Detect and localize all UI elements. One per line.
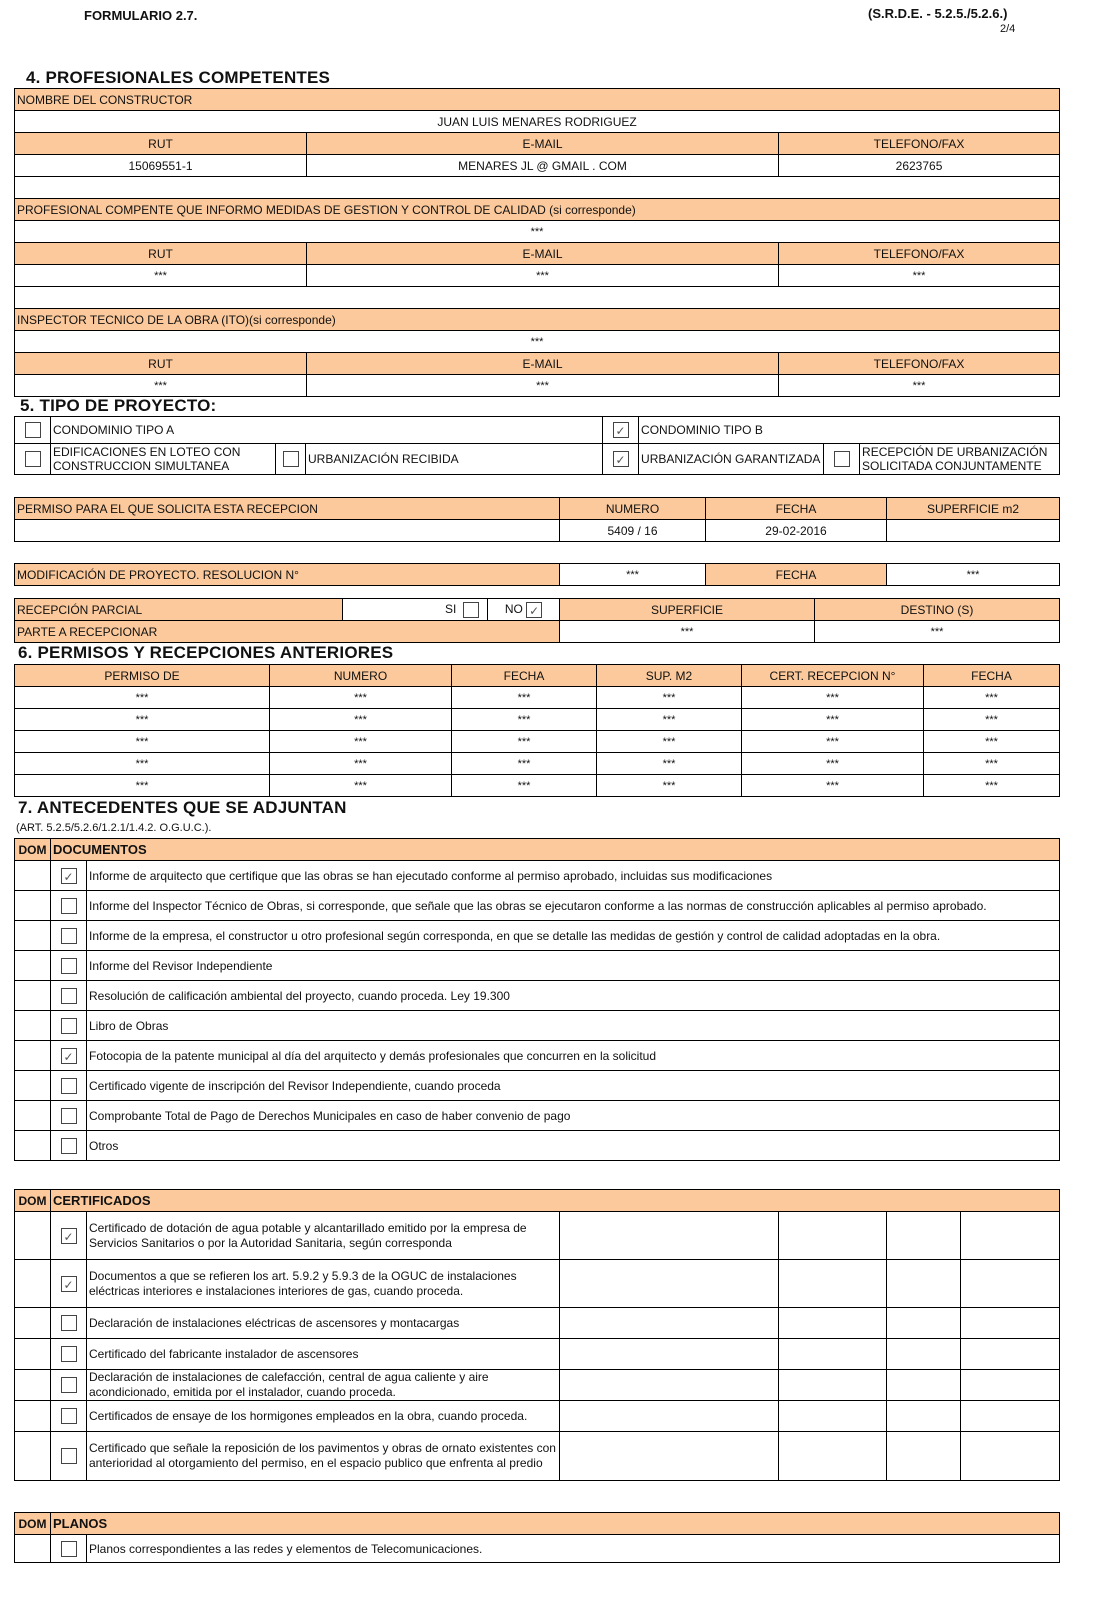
checkbox-box: [61, 1108, 77, 1124]
modificacion-value[interactable]: ***: [560, 564, 706, 586]
cert-field[interactable]: [560, 1432, 779, 1481]
modificacion-label: MODIFICACIÓN DE PROYECTO. RESOLUCION N°: [15, 564, 560, 586]
modificacion-fecha[interactable]: ***: [887, 564, 1060, 586]
fecha-header: FECHA: [706, 498, 887, 520]
col-permiso-de: PERMISO DE: [15, 665, 270, 687]
dom-cell[interactable]: [15, 1370, 51, 1401]
form-title: FORMULARIO 2.7.: [84, 8, 198, 23]
si-option[interactable]: [343, 599, 488, 621]
doc-checkbox[interactable]: [51, 1071, 87, 1101]
section-4-title: 4. PROFESIONALES COMPETENTES: [26, 68, 331, 87]
table-row: [15, 753, 1060, 775]
cert-label: Certificado de dotación de agua potable y alcantarillado emitido por la empresa de Servicios Sanitarios o por la Autoridad Sanitaria, según corresponda: [87, 1212, 560, 1260]
dom-header: DOM: [15, 1513, 51, 1535]
dom-cell[interactable]: [15, 1011, 51, 1041]
cell[interactable]: ***: [452, 731, 597, 753]
urb-garantizada-label: URBANIZACIÓN GARANTIZADA: [639, 444, 824, 475]
col-numero: NUMERO: [270, 665, 452, 687]
parcial-label: RECEPCIÓN PARCIAL: [15, 599, 343, 621]
cell[interactable]: ***: [270, 731, 452, 753]
cell[interactable]: ***: [15, 709, 270, 731]
plano-label: Planos correspondientes a las redes y elementos de Telecomunicaciones.: [87, 1535, 1060, 1563]
email-header: E-MAIL: [307, 353, 779, 375]
permiso-value[interactable]: [15, 520, 560, 542]
spacer-row: [15, 287, 1060, 309]
doc-checkbox[interactable]: [51, 1011, 87, 1041]
condominio-a-label: CONDOMINIO TIPO A: [51, 417, 603, 444]
cell[interactable]: ***: [742, 687, 924, 709]
checkbox-box: [61, 928, 77, 944]
checkbox-box: [61, 1448, 77, 1464]
check-icon: ✓: [61, 1228, 77, 1244]
cell[interactable]: ***: [270, 709, 452, 731]
cell[interactable]: ***: [597, 709, 742, 731]
col-fecha-2: FECHA: [924, 665, 1060, 687]
checkbox-box: [61, 958, 77, 974]
recepcion-urb-label: RECEPCIÓN DE URBANIZACIÓN SOLICITADA CONJUNTAMENTE: [860, 444, 1060, 475]
cert-field[interactable]: [779, 1432, 887, 1481]
doc-label: Informe del Inspector Técnico de Obras, si corresponde, que señale que las obras se ejecutaron conforme a las normas de construcción aplicables al permiso aprobado.: [87, 891, 1060, 921]
section-7-title: 7. ANTECEDENTES QUE SE ADJUNTAN: [18, 798, 347, 817]
cert-checkbox[interactable]: [51, 1212, 87, 1260]
doc-label: Fotocopia de la patente municipal al día del arquitecto y demás profesionales que concurren en la solicitud: [87, 1041, 1060, 1071]
check-icon: ✓: [61, 868, 77, 884]
checkbox-box: [61, 1315, 77, 1331]
prof-rut[interactable]: ***: [15, 265, 307, 287]
modificacion-fecha-header: FECHA: [706, 564, 887, 586]
cell[interactable]: ***: [452, 687, 597, 709]
no-option[interactable]: [488, 599, 560, 621]
cell[interactable]: ***: [15, 731, 270, 753]
cert-checkbox[interactable]: [51, 1260, 87, 1308]
dom-header: DOM: [15, 1190, 51, 1212]
cert-label: Documentos a que se refieren los art. 5.9.2 y 5.9.3 de la OGUC de instalaciones eléctricas interiores e instalaciones interiores de gas, cuando proceda.: [87, 1260, 560, 1308]
certificados-header: CERTIFICADOS: [51, 1190, 1060, 1212]
art-reference: (ART. 5.2.5/5.2.6/1.2.1/1.4.2. O.G.U.C.).: [16, 822, 212, 834]
cert-field[interactable]: [887, 1308, 961, 1339]
cert-field[interactable]: [961, 1432, 1060, 1481]
plano-checkbox[interactable]: [51, 1535, 87, 1563]
dom-cell[interactable]: [15, 1339, 51, 1370]
cert-label: Certificados de ensaye de los hormigones empleados en la obra, cuando proceda.: [87, 1401, 560, 1432]
cert-field[interactable]: [887, 1432, 961, 1481]
si-checkbox[interactable]: [463, 602, 479, 618]
prof-name[interactable]: ***: [15, 221, 1060, 243]
cell[interactable]: ***: [452, 709, 597, 731]
cell[interactable]: ***: [270, 753, 452, 775]
cert-checkbox[interactable]: [51, 1339, 87, 1370]
cell[interactable]: ***: [597, 775, 742, 797]
form-code: (S.R.D.E. - 5.2.5./5.2.6.): [868, 6, 1008, 21]
doc-checkbox[interactable]: [51, 891, 87, 921]
numero-header: NUMERO: [560, 498, 706, 520]
cert-field[interactable]: [961, 1212, 1060, 1260]
ito-tel[interactable]: ***: [779, 375, 1060, 397]
cert-field[interactable]: [560, 1260, 779, 1308]
check-icon: ✓: [613, 422, 629, 438]
urb-recibida-checkbox[interactable]: [276, 444, 306, 475]
dom-cell[interactable]: [15, 1071, 51, 1101]
dom-cell[interactable]: [15, 981, 51, 1011]
section-5-title: 5. TIPO DE PROYECTO:: [20, 396, 217, 415]
col-sup: SUP. M2: [597, 665, 742, 687]
table-row: [15, 775, 1060, 797]
cell[interactable]: ***: [597, 753, 742, 775]
doc-checkbox[interactable]: [51, 1131, 87, 1161]
cell[interactable]: ***: [452, 753, 597, 775]
cert-field[interactable]: [560, 1370, 779, 1401]
no-label: NO: [504, 601, 523, 616]
checkbox-box: [25, 451, 41, 467]
superficie-header: SUPERFICIE m2: [887, 498, 1060, 520]
table-row: [15, 709, 1060, 731]
check-icon: ✓: [61, 1048, 77, 1064]
condominio-b-checkbox[interactable]: [603, 417, 639, 444]
prof-label: PROFESIONAL COMPENTE QUE INFORMO MEDIDAS DE GESTION Y CONTROL DE CALIDAD (si corresponde): [15, 199, 1060, 221]
constructor-label: NOMBRE DEL CONSTRUCTOR: [15, 89, 1060, 111]
section-6-title: 6. PERMISOS Y RECEPCIONES ANTERIORES: [18, 643, 394, 662]
checkbox-box: [61, 1018, 77, 1034]
planos-header: PLANOS: [51, 1513, 1060, 1535]
checkbox-box: [61, 898, 77, 914]
permiso-label: PERMISO PARA EL QUE SOLICITA ESTA RECEPCION: [15, 498, 560, 520]
anteriores-table: [14, 664, 1060, 797]
cert-field[interactable]: [560, 1212, 779, 1260]
dom-cell[interactable]: [15, 921, 51, 951]
parcial-superficie[interactable]: ***: [560, 621, 815, 643]
permiso-numero[interactable]: 5409 / 16: [560, 520, 706, 542]
prof-email[interactable]: ***: [307, 265, 779, 287]
documentos-header: DOCUMENTOS: [51, 839, 1060, 861]
rut-header: RUT: [15, 133, 307, 155]
checkbox-box: [61, 1138, 77, 1154]
cell[interactable]: ***: [15, 775, 270, 797]
cert-field[interactable]: [779, 1370, 887, 1401]
permiso-table: [14, 497, 1060, 542]
cell[interactable]: ***: [924, 687, 1060, 709]
parcial-table: [14, 598, 1060, 643]
project-type-table: [14, 416, 1060, 475]
spacer-row: [15, 177, 1060, 199]
cell[interactable]: ***: [742, 731, 924, 753]
cert-field[interactable]: [887, 1212, 961, 1260]
dom-cell[interactable]: [15, 951, 51, 981]
doc-label: Libro de Obras: [87, 1011, 1060, 1041]
cert-field[interactable]: [560, 1401, 779, 1432]
cell[interactable]: ***: [742, 753, 924, 775]
cell[interactable]: ***: [15, 753, 270, 775]
dom-cell[interactable]: [15, 1260, 51, 1308]
email-header: E-MAIL: [307, 133, 779, 155]
checkbox-box: [834, 451, 850, 467]
cell[interactable]: ***: [924, 731, 1060, 753]
table-row: [15, 687, 1060, 709]
doc-label: Informe del Revisor Independiente: [87, 951, 1060, 981]
dom-cell[interactable]: [15, 1101, 51, 1131]
col-cert: CERT. RECEPCION N°: [742, 665, 924, 687]
cert-checkbox[interactable]: [51, 1401, 87, 1432]
no-checkbox-checked[interactable]: ✓: [526, 602, 542, 618]
dom-cell[interactable]: [15, 1212, 51, 1260]
edificaciones-checkbox[interactable]: [15, 444, 51, 475]
cell[interactable]: ***: [924, 753, 1060, 775]
constructor-rut[interactable]: 15069551-1: [15, 155, 307, 177]
doc-checkbox[interactable]: [51, 861, 87, 891]
urb-garantizada-checkbox[interactable]: [603, 444, 639, 475]
cert-checkbox[interactable]: [51, 1432, 87, 1481]
checkbox-box: [61, 1078, 77, 1094]
modificacion-table: [14, 563, 1060, 586]
cert-field[interactable]: [779, 1339, 887, 1370]
cell[interactable]: ***: [452, 775, 597, 797]
cert-checkbox[interactable]: [51, 1308, 87, 1339]
ito-label: INSPECTOR TECNICO DE LA OBRA (ITO)(si corresponde): [15, 309, 1060, 331]
cert-label: Certificado del fabricante instalador de ascensores: [87, 1339, 560, 1370]
dom-cell[interactable]: [15, 1308, 51, 1339]
cert-field[interactable]: [560, 1339, 779, 1370]
cert-field[interactable]: [887, 1401, 961, 1432]
superficie-header: SUPERFICIE: [560, 599, 815, 621]
cert-label: Declaración de instalaciones eléctricas de ascensores y montacargas: [87, 1308, 560, 1339]
dom-header: DOM: [15, 839, 51, 861]
edificaciones-label: EDIFICACIONES EN LOTEO CON CONSTRUCCION SIMULTANEA: [51, 444, 276, 475]
documentos-table: [14, 838, 1060, 1161]
cell[interactable]: ***: [597, 687, 742, 709]
check-icon: ✓: [61, 1276, 77, 1292]
cert-label: Certificado que señale la reposición de los pavimentos y obras de ornato existentes con anterioridad al otorgamiento del permiso, en el espacio publico que enfrenta al predio: [87, 1432, 560, 1481]
checkbox-box: [61, 988, 77, 1004]
cell[interactable]: ***: [270, 687, 452, 709]
permiso-fecha[interactable]: 29-02-2016: [706, 520, 887, 542]
doc-label: Resolución de calificación ambiental del proyecto, cuando proceda. Ley 19.300: [87, 981, 1060, 1011]
page-number: 2/4: [1000, 23, 1016, 35]
cert-field[interactable]: [779, 1401, 887, 1432]
cell[interactable]: ***: [924, 775, 1060, 797]
cert-field[interactable]: [961, 1308, 1060, 1339]
dom-cell[interactable]: [15, 861, 51, 891]
parte-label: PARTE A RECEPCIONAR: [15, 621, 560, 643]
cert-checkbox[interactable]: [51, 1370, 87, 1401]
constructor-table: [14, 88, 1060, 397]
cell[interactable]: ***: [742, 775, 924, 797]
cell[interactable]: ***: [924, 709, 1060, 731]
planos-table: [14, 1512, 1060, 1563]
doc-label: Otros: [87, 1131, 1060, 1161]
ito-rut[interactable]: ***: [15, 375, 307, 397]
dom-cell[interactable]: [15, 891, 51, 921]
checkbox-box: [61, 1408, 77, 1424]
cert-field[interactable]: [779, 1260, 887, 1308]
parcial-destino[interactable]: ***: [815, 621, 1060, 643]
rut-header: RUT: [15, 243, 307, 265]
cert-field[interactable]: [961, 1370, 1060, 1401]
tel-header: TELEFONO/FAX: [779, 353, 1060, 375]
cert-field[interactable]: [887, 1260, 961, 1308]
checkbox-box: [61, 1377, 77, 1393]
cert-field[interactable]: [560, 1308, 779, 1339]
tel-header: TELEFONO/FAX: [779, 133, 1060, 155]
cell[interactable]: ***: [597, 731, 742, 753]
permiso-superficie[interactable]: [887, 520, 1060, 542]
table-row: [15, 731, 1060, 753]
constructor-name[interactable]: JUAN LUIS MENARES RODRIGUEZ: [15, 111, 1060, 133]
condominio-a-checkbox[interactable]: [15, 417, 51, 444]
checkbox-box: [61, 1541, 77, 1557]
ito-email[interactable]: ***: [307, 375, 779, 397]
doc-checkbox[interactable]: [51, 1101, 87, 1131]
dom-cell[interactable]: [15, 1535, 51, 1563]
checkbox-box: [283, 451, 299, 467]
dom-cell[interactable]: [15, 1131, 51, 1161]
checkbox-box: [61, 1346, 77, 1362]
doc-label: Informe de la empresa, el constructor u otro profesional según corresponda, en que se detalle las medidas de gestión y control de calidad adoptadas en la obra.: [87, 921, 1060, 951]
recepcion-urb-checkbox[interactable]: [824, 444, 860, 475]
cell[interactable]: ***: [15, 687, 270, 709]
tel-header: TELEFONO/FAX: [779, 243, 1060, 265]
dom-cell[interactable]: [15, 1432, 51, 1481]
col-fecha: FECHA: [452, 665, 597, 687]
email-header: E-MAIL: [307, 243, 779, 265]
constructor-tel[interactable]: 2623765: [779, 155, 1060, 177]
doc-checkbox[interactable]: [51, 951, 87, 981]
constructor-email[interactable]: MENARES JL @ GMAIL . COM: [307, 155, 779, 177]
doc-label: Informe de arquitecto que certifique que las obras se han ejecutado conforme al permiso aprobado, incluidas sus modificaciones: [87, 861, 1060, 891]
cell[interactable]: ***: [742, 709, 924, 731]
urb-recibida-label: URBANIZACIÓN RECIBIDA: [306, 444, 603, 475]
prof-tel[interactable]: ***: [779, 265, 1060, 287]
si-label: SI: [444, 601, 457, 616]
cert-field[interactable]: [961, 1260, 1060, 1308]
rut-header: RUT: [15, 353, 307, 375]
ito-name[interactable]: ***: [15, 331, 1060, 353]
doc-label: Certificado vigente de inscripción del Revisor Independiente, cuando proceda: [87, 1071, 1060, 1101]
condominio-b-label: CONDOMINIO TIPO B: [639, 417, 1060, 444]
cell[interactable]: ***: [270, 775, 452, 797]
cert-field[interactable]: [887, 1339, 961, 1370]
cert-field[interactable]: [779, 1212, 887, 1260]
doc-checkbox[interactable]: [51, 981, 87, 1011]
cert-field[interactable]: [887, 1370, 961, 1401]
doc-label: Comprobante Total de Pago de Derechos Municipales en caso de haber convenio de pago: [87, 1101, 1060, 1131]
dom-cell[interactable]: [15, 1041, 51, 1071]
destino-header: DESTINO (S): [815, 599, 1060, 621]
check-icon: ✓: [613, 451, 629, 467]
cert-field[interactable]: [961, 1339, 1060, 1370]
dom-cell[interactable]: [15, 1401, 51, 1432]
doc-checkbox[interactable]: [51, 921, 87, 951]
certificados-table: [14, 1189, 1060, 1481]
cert-field[interactable]: [779, 1308, 887, 1339]
cert-field[interactable]: [961, 1401, 1060, 1432]
cert-label: Declaración de instalaciones de calefacción, central de agua caliente y aire acondicionado, emitida por el instalador, cuando proceda.: [87, 1370, 560, 1401]
checkbox-box: [25, 422, 41, 438]
doc-checkbox[interactable]: [51, 1041, 87, 1071]
